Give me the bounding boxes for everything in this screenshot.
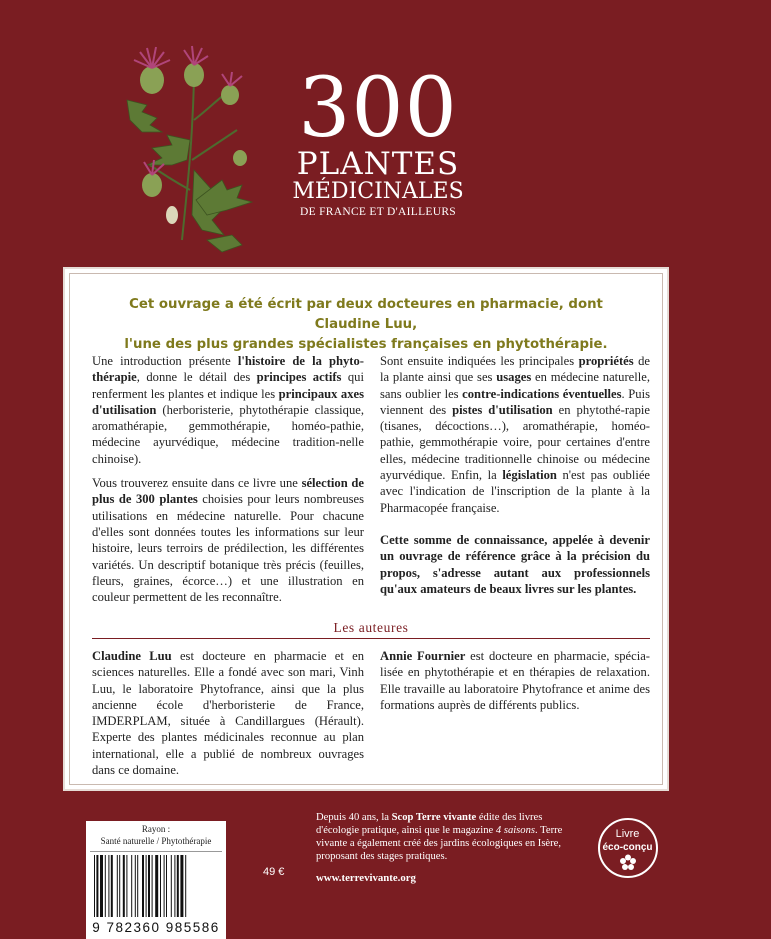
title-subtitle: DE FRANCE ET D'AILLEURS [299,206,457,218]
flower-icon [619,854,637,872]
barcode [94,855,218,917]
barcode-box [86,821,226,939]
title-number: 300 [298,61,458,156]
left-column [92,353,364,605]
left-paragraph-1: Une introduction présente l'histoire de la phyto-thérapie, donne le détail des principes actifs qui renferment les plantes et indique les principaux axes d'utilisation (herboristerie, phytothérapie classique, aromathérapie, gemmothérapie, homéo-pathie, médecine ayurvédique, médecine tradition-nelle chinoise). [92,354,364,466]
intro-line-2: l'une des plus grandes spécialistes françaises en phytothérapie. [124,337,608,352]
author-claudine-luu: Claudine Luu est docteure en pharmacie et en sciences naturelles. Elle a fondé avec son mari, Vinh Luu, le laboratoire Phytofrance, ainsi que la plus ancienne école d'herboristerie de France, IMDERPLAM, située à Candillargues (Hérault). Experte des plantes médicinales reconnue au plan international, elle a publié de nombreux ouvrages dans ce domaine. [92,649,364,778]
right-paragraph-1: Sont ensuite indiquées les principales propriétés de la plante ainsi que ses usages en médecine naturelle, sans oublier les contre-indications éventuelles. Puis viennent des pistes d'utilisation en phytothé-rapie (tisanes, décoctions…), aromathérapie, homéo-pathie, gemmothérapie voire, pour certaines d'entre elles, médecine traditionnelle chinoise ou médecine ayurvédique. Enfin, la législation n'est pas oubliée avec l'indication de l'inscription de la plante à la Pharmacopée française. [380,354,650,515]
intro-line-1: Cet ouvrage a été écrit par deux docteures en pharmacie, dont Claudine Luu, [129,297,603,332]
left-paragraph-2: Vous trouverez ensuite dans ce livre une sélection de plus de 300 plantes choisies pour leurs nombreuses utilisations en médecine naturelle. Pour chacune d'elles sont données toutes les informations sur leur histoire, leurs terroirs de prédilection, les différentes variétés. Un descriptif botanique très précis (feuilles, fleurs, graines, écorce…) et une illustration en couleur permettent de les reconnaître. [92,476,365,605]
authors-heading: Les auteures [333,620,409,635]
book-title [288,61,468,220]
eco-badge-line2: éco-conçu [602,842,653,853]
rayon-label: Rayon : Santé naturelle / Phytothérapie [100,824,212,846]
title-line-medicinales: MÉDICINALES [292,179,464,204]
publisher-website[interactable]: www.terrevivante.org [316,872,416,884]
publisher-blurb: Depuis 40 ans, la Scop Terre vivante édite des livres d'écologie pratique, ainsi que le magazine 4 saisons. Terre vivante a également créé des jardins écologiques en Isère, proposant des stages pratiques. [316,812,563,862]
right-column [380,353,650,597]
eco-badge [598,818,658,878]
thistle-illustration [112,40,277,255]
authors-divider [92,638,650,639]
isbn-number: 9 782360 985586 [92,920,220,935]
author-annie-fournier: Annie Fournier est docteure en pharmacie, spécia-lisée en phytothérapie et en thérapies de relaxation. Elle travaille au laboratoire Phytofrance et anime des formations auprès de différents publics. [380,649,650,712]
eco-badge-line1: Livre [615,828,640,840]
price: 49 € [263,866,285,878]
rayon-divider [90,851,222,852]
right-paragraph-2: Cette somme de connaissance, appelée à devenir un ouvrage de référence grâce à la précision du propos, s'adresse autant aux professionnels qu'aux amateurs de beaux livres sur les plantes. [380,532,650,596]
title-line-plantes: PLANTES [296,146,460,182]
intro-text [96,295,636,355]
